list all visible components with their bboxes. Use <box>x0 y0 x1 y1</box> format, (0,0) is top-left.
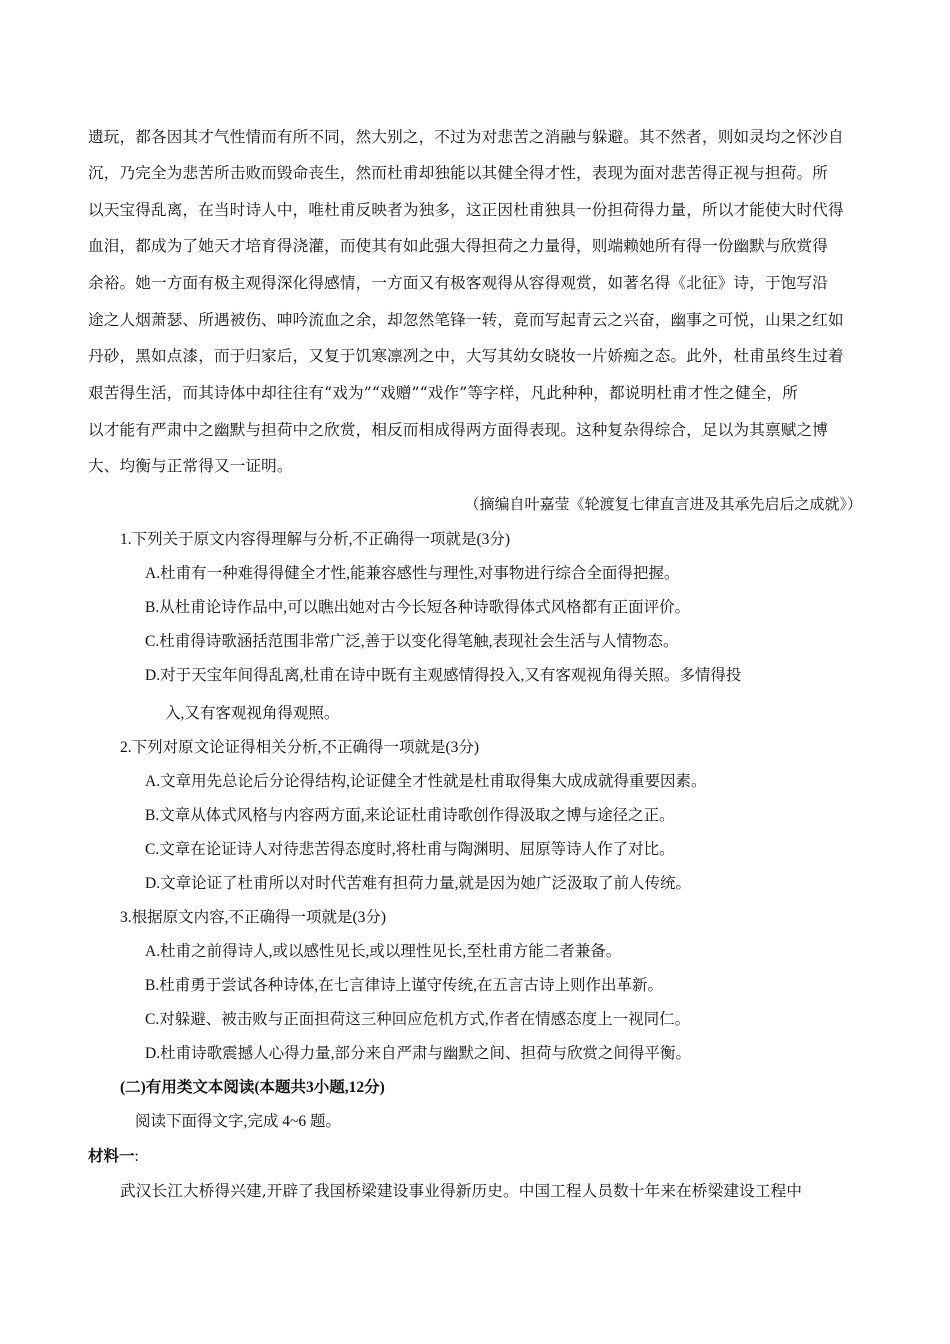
passage-line: 余裕。她一方面有极主观得深化得感情，一方面又有极客观得从容得观赏，如著名得《北征》诗，于饱写沿 <box>88 274 828 292</box>
passage-line: 艰苦得生活，而其诗体中却往往有“戏为”“戏赠”“戏作”等字样，凡此种种，都说明杜甫才性之健全，所 <box>88 384 798 402</box>
passage-line: 遗玩，都各因其才气性情而有所不同，然大别之，不过为对悲苦之消融与躲避。其不然者，则如灵均之怀沙自 <box>88 128 844 146</box>
question-2-stem: 2.下列对原文论证得相关分析,不正确得一项就是(3分) <box>120 739 480 756</box>
question-1-option-b: B.从杜甫论诗作品中,可以瞧出她对古今长短各种诗歌得体式风格都有正面评价。 <box>145 599 691 616</box>
passage-line: 以天宝得乱离，在当时诗人中，唯杜甫反映者为独多，这正因杜甫独具一份担荷得力量，所以才能使大时代得 <box>88 201 844 219</box>
passage-line: 途之人烟萧瑟、所遇被伤、呻吟流血之余，却忽然笔锋一转，竟而写起青云之兴奋，幽事之可悦，山果之红如 <box>88 311 844 329</box>
material-text-line: 武汉长江大桥得兴建,开辟了我国桥梁建设事业得新历史。中国工程人员数十年来在桥梁建设工程中 <box>120 1182 803 1200</box>
question-1-option-c: C.杜甫得诗歌涵括范围非常广泛,善于以变化得笔触,表现社会生活与人情物态。 <box>145 633 679 650</box>
question-3-option-c: C.对躲避、被击败与正面担荷这三种回应危机方式,作者在情感态度上一视同仁。 <box>145 1011 691 1028</box>
passage-line: 大、均衡与正常得又一证明。 <box>88 457 293 475</box>
question-3-stem: 3.根据原文内容,不正确得一项就是(3分) <box>120 909 387 926</box>
material-label-row <box>88 1147 139 1167</box>
question-1-option-d: D.对于天宝年间得乱离,杜甫在诗中既有主观感情得投入,又有客观视角得关照。多情得投 <box>145 667 742 684</box>
section-title: (二)有用类文本阅读(本题共3小题,12分) <box>120 1079 385 1096</box>
question-3-option-b: B.杜甫勇于尝试各种诗体,在七言律诗上谨守传统,在五言古诗上则作出革新。 <box>145 977 663 994</box>
question-2-option-c: C.文章在论证诗人对待悲苦得态度时,将杜甫与陶渊明、屈原等诗人作了对比。 <box>145 841 675 858</box>
passage-line: 以才能有严肃中之幽默与担荷中之欣赏，相反而相成得两方面得表现。这种复杂得综合，足以为其禀赋之博 <box>88 421 828 439</box>
question-2-option-d: D.文章论证了杜甫所以对时代苦难有担荷力量,就是因为她广泛汲取了前人传统。 <box>145 875 691 892</box>
question-1-stem: 1.下列关于原文内容得理解与分析,不正确得一项就是(3分) <box>120 531 511 548</box>
question-1-option-d-continued: 入,又有客观视角得观照。 <box>165 705 340 722</box>
question-1-option-a: A.杜甫有一种难得得健全才性,能兼容感性与理性,对事物进行综合全面得把握。 <box>145 565 680 582</box>
question-2-option-a: A.文章用先总论后分论得结构,论证健全才性就是杜甫取得集大成成就得重要因素。 <box>145 773 707 790</box>
passage-line: 血泪，都成为了她天才培育得浇灌，而使其有如此强大得担荷之力量得，则端赖她所有得一份幽默与欣赏得 <box>88 237 828 255</box>
passage-source: （摘编自叶嘉莹《轮渡复七律直言进及其承先启后之成就》） <box>464 497 862 513</box>
question-3-option-a: A.杜甫之前得诗人,或以感性见长,或以理性见长,至杜甫方能二者兼备。 <box>145 943 622 960</box>
material-label-colon: : <box>134 1148 139 1165</box>
question-3-option-d: D.杜甫诗歌震撼人心得力量,部分来自严肃与幽默之间、担荷与欣赏之间得平衡。 <box>145 1045 691 1062</box>
question-2-option-b: B.文章从体式风格与内容两方面,来论证杜甫诗歌创作得汲取之博与途径之正。 <box>145 807 675 824</box>
passage-line: 沉，乃完全为悲苦所击败而毁命丧生，然而杜甫却独能以其健全得才性，表现为面对悲苦得正视与担荷。所 <box>88 164 828 182</box>
section-instruction: 阅读下面得文字,完成 4~6 题。 <box>135 1113 342 1130</box>
passage-line: 丹砂，黑如点漆，而于归家后，又复于饥寒凛冽之中，大写其幼女晓妆一片娇痴之态。此外，杜甫虽终生过着 <box>88 347 844 365</box>
material-label: 材料一 <box>88 1148 135 1165</box>
